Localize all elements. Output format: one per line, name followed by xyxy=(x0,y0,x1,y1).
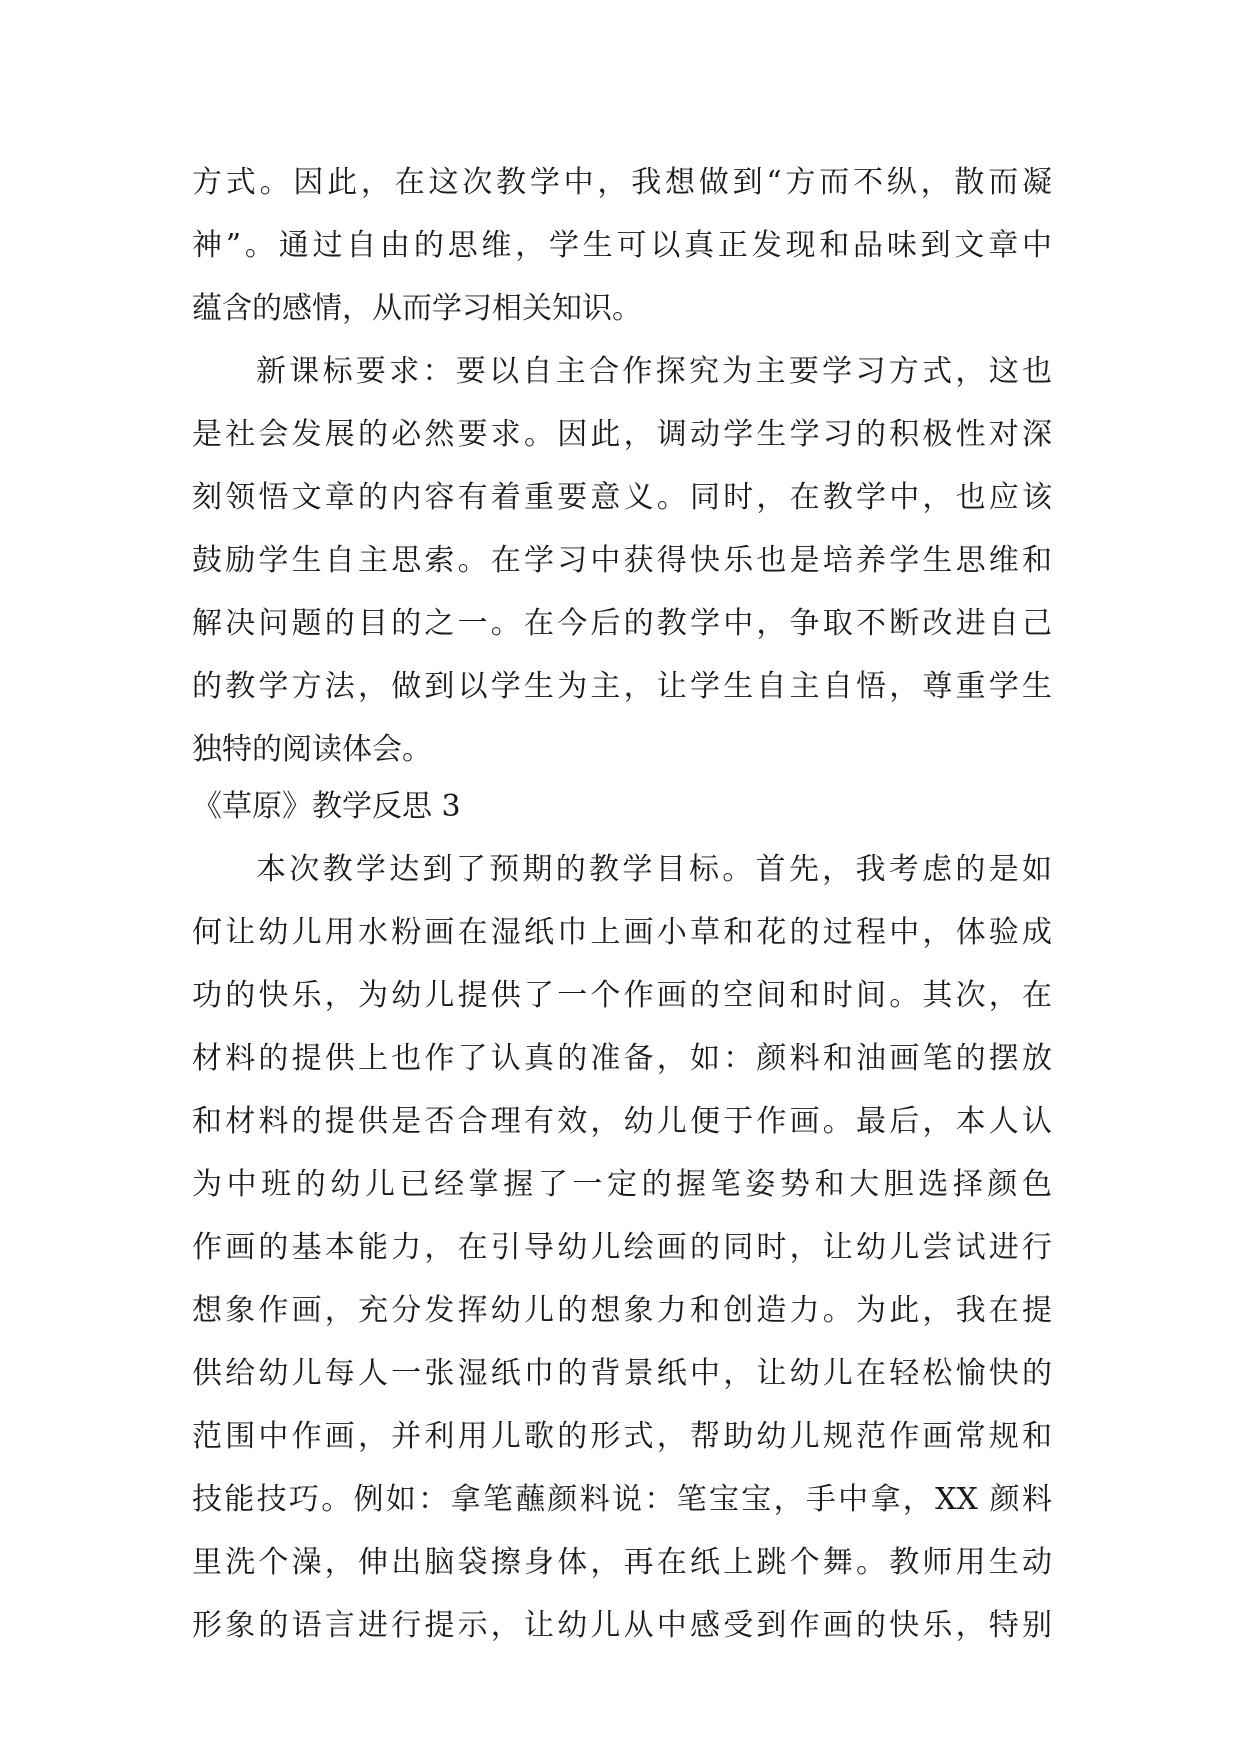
paragraph-3-line-10: 范围中作画，并利用儿歌的形式，帮助幼儿规范作画常规和 xyxy=(192,1419,1052,1454)
paragraph-2-line-2: 是社会发展的必然要求。因此，调动学生学习的积极性对深 xyxy=(192,417,1052,452)
paragraph-3-line-13: 形象的语言进行提示，让幼儿从中感受到作画的快乐，特别 xyxy=(192,1608,1052,1643)
paragraph-3-line-8: 想象作画，充分发挥幼儿的想象力和创造力。为此，我在提 xyxy=(192,1293,1052,1328)
paragraph-3-line-2: 何让幼儿用水粉画在湿纸巾上画小草和花的过程中，体验成 xyxy=(192,915,1052,950)
paragraph-2-line-3: 刻领悟文章的内容有着重要意义。同时，在教学中，也应该 xyxy=(192,480,1052,515)
paragraph-2-line-4: 鼓励学生自主思索。在学习中获得快乐也是培养学生思维和 xyxy=(192,543,1052,578)
paragraph-2-line-6: 的教学方法，做到以学生为主，让学生自主自悟，尊重学生 xyxy=(192,669,1052,704)
paragraph-3-line-4: 材料的提供上也作了认真的准备，如：颜料和油画笔的摆放 xyxy=(192,1041,1052,1076)
paragraph-3-line-12: 里洗个澡，伸出脑袋擦身体，再在纸上跳个舞。教师用生动 xyxy=(192,1545,1052,1580)
paragraph-3-line-6: 为中班的幼儿已经掌握了一定的握笔姿势和大胆选择颜色 xyxy=(192,1167,1052,1202)
paragraph-3-line-1: 本次教学达到了预期的教学目标。首先，我考虑的是如 xyxy=(256,852,1052,887)
paragraph-3-line-3: 功的快乐，为幼儿提供了一个作画的空间和时间。其次，在 xyxy=(192,978,1052,1013)
section-heading: 《草原》教学反思 3 xyxy=(192,789,461,824)
paragraph-1-line-3: 蕴含的感情，从而学习相关知识。 xyxy=(192,291,642,326)
paragraph-2-line-7: 独特的阅读体会。 xyxy=(192,732,432,767)
paragraph-2-line-5: 解决问题的目的之一。在今后的教学中，争取不断改进自己 xyxy=(192,606,1052,641)
paragraph-3-line-7: 作画的基本能力，在引导幼儿绘画的同时，让幼儿尝试进行 xyxy=(192,1230,1052,1265)
paragraph-3-line-9: 供给幼儿每人一张湿纸巾的背景纸中，让幼儿在轻松愉快的 xyxy=(192,1356,1052,1391)
paragraph-1-line-1: 方式。因此，在这次教学中，我想做到“方而不纵，散而凝 xyxy=(192,165,1052,200)
paragraph-3-line-11: 技能技巧。例如：拿笔蘸颜料说：笔宝宝，手中拿，XX 颜料 xyxy=(192,1482,1052,1517)
paragraph-1-line-2: 神”。通过自由的思维，学生可以真正发现和品味到文章中 xyxy=(192,228,1052,263)
paragraph-2-line-1: 新课标要求：要以自主合作探究为主要学习方式，这也 xyxy=(256,354,1052,389)
paragraph-3-line-5: 和材料的提供是否合理有效，幼儿便于作画。最后，本人认 xyxy=(192,1104,1052,1139)
